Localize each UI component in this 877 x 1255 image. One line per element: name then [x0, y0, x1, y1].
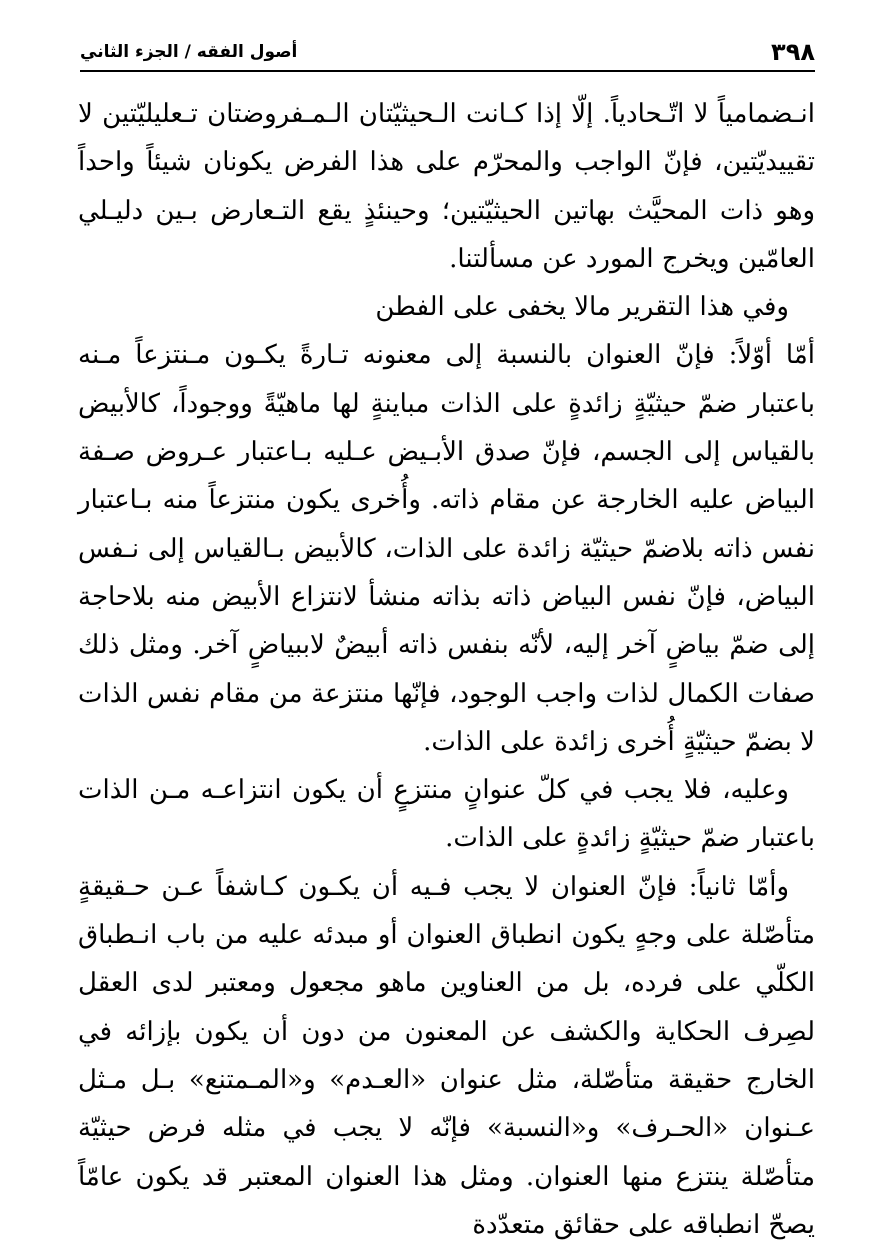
paragraph: وعليه، فلا يجب في كلّ عنوانٍ منتزعٍ أن يكون انتزاعـه مـن الذات باعتبار ضمّ حيثيّةٍ زائدةٍ على الذات.	[78, 775, 815, 854]
paragraph: وفي هذا التقرير مالا يخفى على الفطن	[375, 292, 789, 323]
page-body	[78, 90, 815, 1249]
paragraph: انـضمامياً لا اتّـحادياً. إلّا إذا كـانت الـحيثيّتان الـمـفروضتان تـعليليّتين لا تقييديّتين، فإنّ الواجب والمحرّم على هذا الفرض يكونان شيئاً واحداً وهو ذات المحيَّث بهاتين الحيثيّتين؛ وحينئذٍ يقع التـعارض بـين دليـلي العامّين ويخرج المورد عن مسألتنا.	[78, 99, 815, 274]
page-header	[80, 34, 815, 72]
running-title: أصول الفقه / الجزء الثاني	[80, 42, 298, 62]
paragraph: أمّا أوّلاً: فإنّ العنوان بالنسبة إلى معنونه تـارةً يكـون مـنتزعاً مـنه باعتبار ضمّ حيثيّةٍ زائدةٍ على الذات مباينةٍ لها ماهيّةً ووجوداً، كالأبيض بالقياس إلى الجسم، فإنّ صدق الأبـيض عـليه بـاعتبار عـروض صـفة البياض عليه الخارجة عن مقام ذاته. وأُخرى يكون منتزعاً منه بـاعتبار نفس ذاته بلاضمّ حيثيّة زائدة على الذات، كالأبيض بـالقياس إلى نـفس البياض، فإنّ نفس البياض ذاته بذاته منشأ لانتزاع الأبيض منه بلاحاجة إلى ضمّ بياضٍ آخر إليه، لأنّه بنفس ذاته أبيضٌ لاببياضٍ آخر. ومثل ذلك صفات الكمال لذات واجب الوجود، فإنّها منتزعة من مقام نفس الذات لا بضمّ حيثيّةٍ أُخرى زائدة على الذات.	[78, 340, 816, 757]
page-number: ٣٩٨	[771, 38, 815, 66]
paragraph: وأمّا ثانياً: فإنّ العنوان لا يجب فـيه أن يكـون كـاشفاً عـن حـقيقةٍ متأصّلة على وجهٍ يكون انطباق العنوان أو مبدئه عليه من باب انـطباق الكلّي على فرده، بل من العناوين ماهو مجعول ومعتبر لدى العقل لصِرف الحكاية والكشف عن المعنون من دون أن يكون بإزائه في الخارج حقيقة متأصّلة، مثل عنوان «العـدم» و«المـمتنع» بـل مـثل عـنوان «الحـرف» و«النسبة» فإنّه لا يجب في مثله فرض حيثيّة متأصّلة ينتزع منها العنوان. ومثل هذا العنوان المعتبر قد يكون عامّاً يصحّ انطباقه على حقائق متعدّدة	[78, 871, 815, 1240]
